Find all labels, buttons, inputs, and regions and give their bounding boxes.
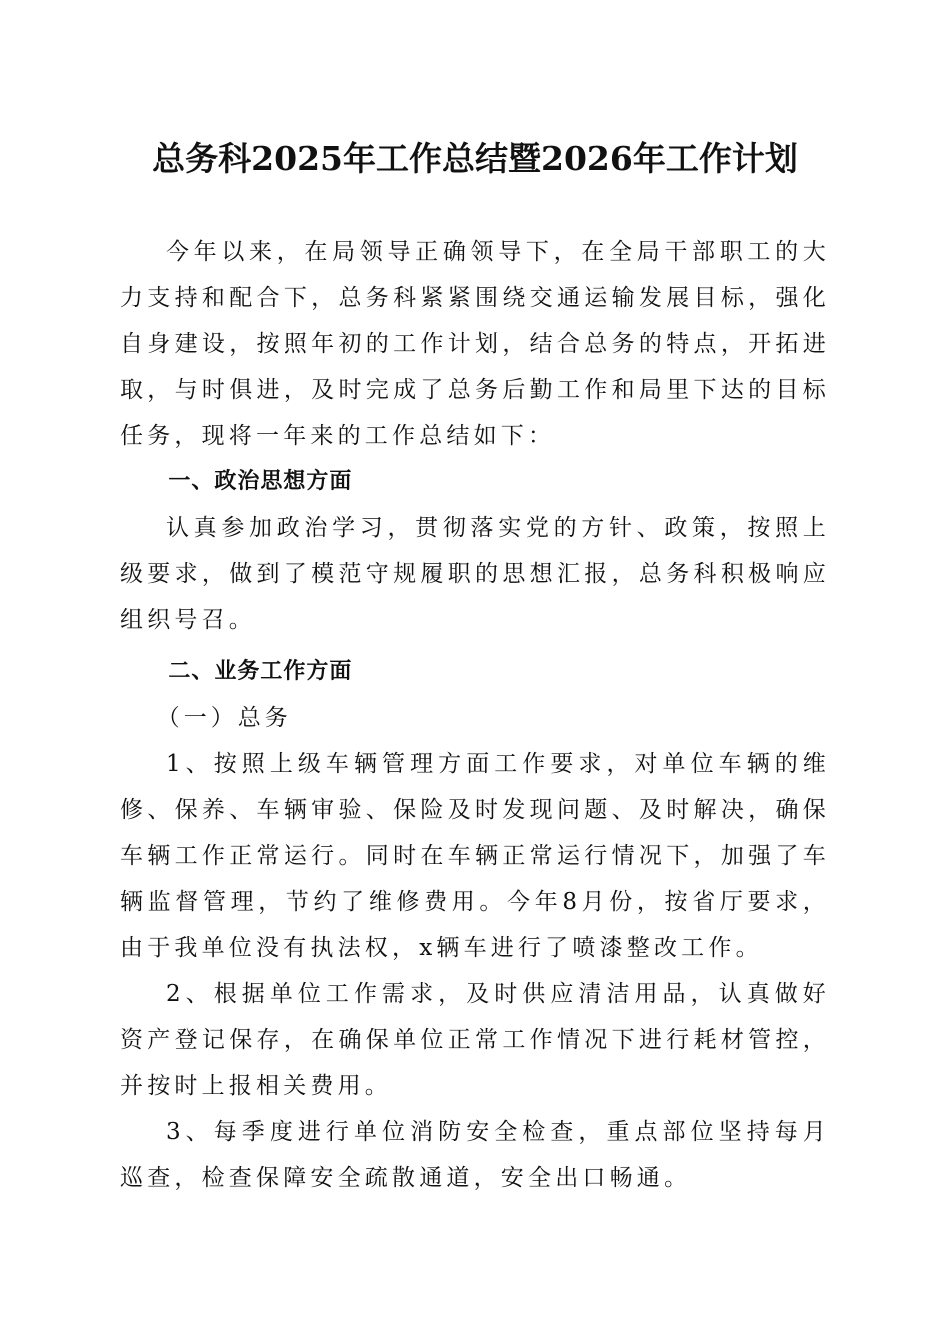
document-body [120,229,830,1201]
intro-paragraph: 今年以来，在局领导正确领导下，在全局干部职工的大力支持和配合下，总务科紧紧围绕交通运输发展目标，强化自身建设，按照年初的工作计划，结合总务的特点，开拓进取，与时俱进，及时完成了总务后勤工作和局里下达的目标任务，现将一年来的工作总结如下： [120,239,830,449]
list-item-fire-safety: 3、每季度进行单位消防安全检查，重点部位坚持每月巡查，检查保障安全疏散通道，安全出口畅通。 [120,1119,830,1191]
subsection-heading-general-affairs: （一）总务 [156,705,292,731]
document-title: 总务科2025年工作总结暨2026年工作计划 [152,139,798,178]
section-heading-political: 一、政治思想方面 [168,469,353,494]
list-item-vehicles: 1、按照上级车辆管理方面工作要求，对单位车辆的维修、保养、车辆审验、保险及时发现问题、及时解决，确保车辆工作正常运行。同时在车辆正常运行情况下，加强了车辆监督管理，节约了维修费用。今年8月份，按省厅要求，由于我单位没有执法权，x辆车进行了喷漆整改工作。 [120,751,830,961]
section-heading-business: 二、业务工作方面 [168,659,353,684]
section-paragraph-political: 认真参加政治学习，贯彻落实党的方针、政策，按照上级要求，做到了模范守规履职的思想汇报，总务科积极响应组织号召。 [120,515,830,633]
list-item-supplies: 2、根据单位工作需求，及时供应清洁用品，认真做好资产登记保存，在确保单位正常工作情况下进行耗材管控，并按时上报相关费用。 [120,981,830,1099]
